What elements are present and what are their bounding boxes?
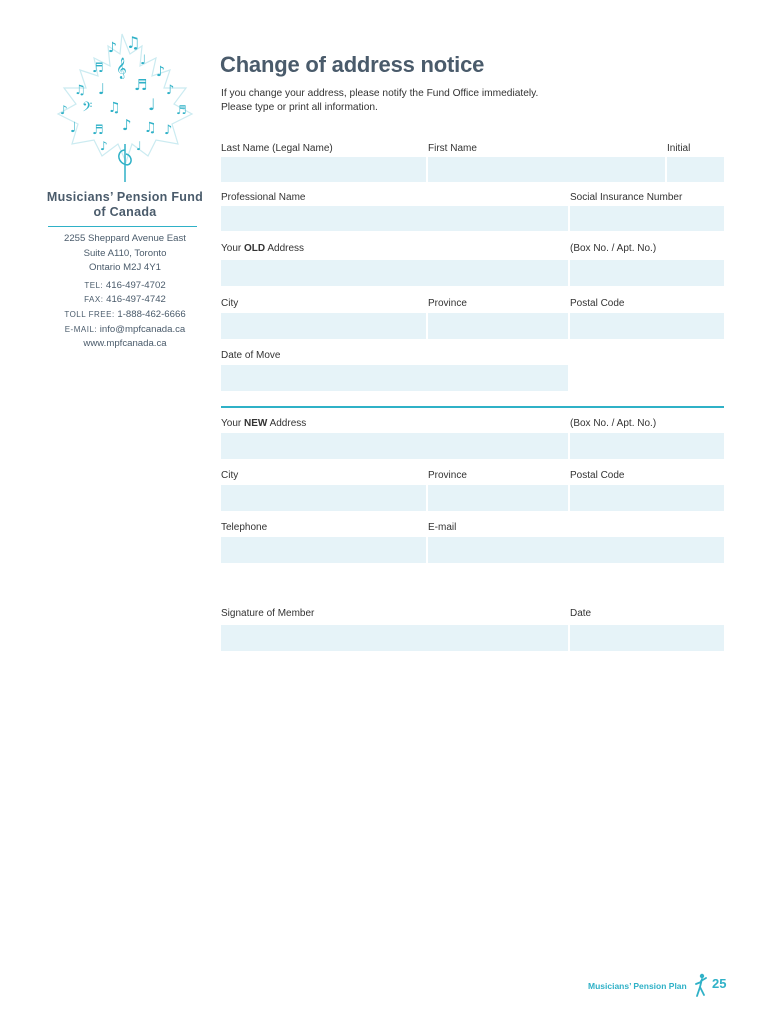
contact-block	[40, 232, 210, 352]
svg-text:♫: ♫	[74, 83, 86, 98]
tel-line	[40, 279, 210, 294]
intro-line2: Please type or print all information.	[221, 102, 378, 113]
address-line2: Suite A110, Toronto	[83, 247, 167, 259]
sin-field[interactable]	[570, 206, 724, 231]
email-field[interactable]	[428, 537, 724, 563]
old-address-word: Address	[267, 243, 305, 254]
svg-text:♩: ♩	[98, 80, 106, 98]
professional-name-field[interactable]	[221, 206, 568, 231]
page-title: Change of address notice	[220, 52, 485, 77]
old-city-label: City	[221, 298, 239, 309]
musician-figure-icon	[694, 973, 708, 997]
tollfree-label: TOLL FREE:	[64, 309, 115, 319]
date-label: Date	[570, 608, 592, 619]
telephone-label: Telephone	[221, 522, 268, 533]
sin-label: Social Insurance Number	[570, 192, 683, 203]
email-label: E-MAIL:	[64, 324, 98, 334]
initial-field[interactable]	[667, 157, 724, 182]
svg-text:♩: ♩	[70, 120, 77, 136]
svg-text:♪: ♪	[108, 40, 117, 56]
fax-line	[40, 293, 210, 308]
svg-text:𝄢: 𝄢	[82, 99, 93, 118]
telephone-field[interactable]	[221, 537, 426, 563]
email-line	[40, 323, 210, 338]
old-box-apt-field[interactable]	[570, 260, 724, 286]
email-field-label: E-mail	[428, 522, 457, 533]
first-name-field[interactable]	[428, 157, 665, 182]
svg-text:♩: ♩	[136, 139, 142, 153]
date-of-move-label: Date of Move	[221, 350, 281, 361]
intro-line1: If you change your address, please notify the Fund Office immediately.	[221, 88, 539, 99]
svg-text:♬: ♬	[134, 76, 148, 94]
maple-leaf-music-notes-icon	[48, 32, 196, 184]
old-province-label: Province	[428, 298, 467, 309]
organization-name	[40, 190, 210, 220]
tollfree-line	[40, 308, 210, 323]
old-postal-label: Postal Code	[570, 298, 625, 309]
svg-text:♬: ♬	[92, 61, 104, 76]
new-address-label	[221, 418, 306, 429]
svg-text:♫: ♫	[108, 100, 121, 116]
website-link[interactable]: www.mpfcanada.ca	[83, 338, 167, 350]
svg-text:♫: ♫	[126, 33, 141, 52]
svg-text:♪: ♪	[156, 64, 165, 80]
svg-text:♪: ♪	[100, 139, 108, 153]
svg-text:♩: ♩	[140, 53, 147, 68]
professional-name-label: Professional Name	[221, 192, 306, 203]
old-address-field[interactable]	[221, 260, 568, 286]
new-province-field[interactable]	[428, 485, 568, 511]
svg-text:♩: ♩	[148, 95, 156, 114]
old-address-your: Your	[221, 243, 242, 254]
new-city-label: City	[221, 470, 239, 481]
old-box-apt-label: (Box No. / Apt. No.)	[570, 243, 657, 254]
svg-text:♪: ♪	[122, 116, 132, 134]
left-divider	[48, 226, 197, 227]
svg-text:♪: ♪	[166, 83, 175, 98]
svg-text:♬: ♬	[92, 123, 104, 138]
old-province-field[interactable]	[428, 313, 568, 339]
new-address-field[interactable]	[221, 433, 568, 459]
footer-plan-name: Musicians’ Pension Plan	[588, 981, 687, 991]
page-number: 25	[712, 976, 727, 991]
svg-text:♪: ♪	[164, 123, 173, 138]
email-link[interactable]: info@mpfcanada.ca	[99, 323, 186, 335]
initial-label: Initial	[667, 143, 691, 154]
new-box-apt-label: (Box No. / Apt. No.)	[570, 418, 657, 429]
svg-text:♪: ♪	[60, 103, 68, 117]
address-line3: Ontario M2J 4Y1	[89, 262, 161, 274]
new-box-apt-field[interactable]	[570, 433, 724, 459]
fax-label: FAX:	[84, 295, 104, 305]
org-name-line2: of Canada	[93, 205, 157, 219]
new-address-word: Address	[269, 418, 307, 429]
tollfree-value: 1-888-462-6666	[117, 308, 186, 320]
old-address-old: OLD	[244, 243, 266, 254]
old-postal-field[interactable]	[570, 313, 724, 339]
new-address-your: Your	[221, 418, 242, 429]
section-divider	[221, 406, 724, 408]
new-postal-field[interactable]	[570, 485, 724, 511]
date-of-move-field[interactable]	[221, 365, 568, 391]
old-city-field[interactable]	[221, 313, 426, 339]
address-line1: 2255 Sheppard Avenue East	[64, 233, 186, 244]
org-name-line1: Musicians’ Pension Fund	[46, 190, 204, 204]
fax-value: 416-497-4742	[106, 294, 166, 306]
signature-label: Signature of Member	[221, 608, 315, 619]
last-name-field[interactable]	[221, 157, 426, 182]
svg-text:♬: ♬	[176, 103, 187, 117]
new-city-field[interactable]	[221, 485, 426, 511]
new-postal-label: Postal Code	[570, 470, 625, 481]
tel-value: 416-497-4702	[105, 279, 166, 291]
old-address-label	[221, 243, 304, 254]
svg-text:♫: ♫	[144, 120, 157, 136]
svg-text:𝄞: 𝄞	[116, 58, 127, 79]
date-field[interactable]	[570, 625, 724, 651]
new-province-label: Province	[428, 470, 467, 481]
last-name-label: Last Name (Legal Name)	[221, 143, 333, 154]
signature-field[interactable]	[221, 625, 568, 651]
new-address-new: NEW	[244, 418, 268, 429]
tel-label: TEL:	[84, 280, 104, 290]
first-name-label: First Name	[428, 143, 477, 154]
